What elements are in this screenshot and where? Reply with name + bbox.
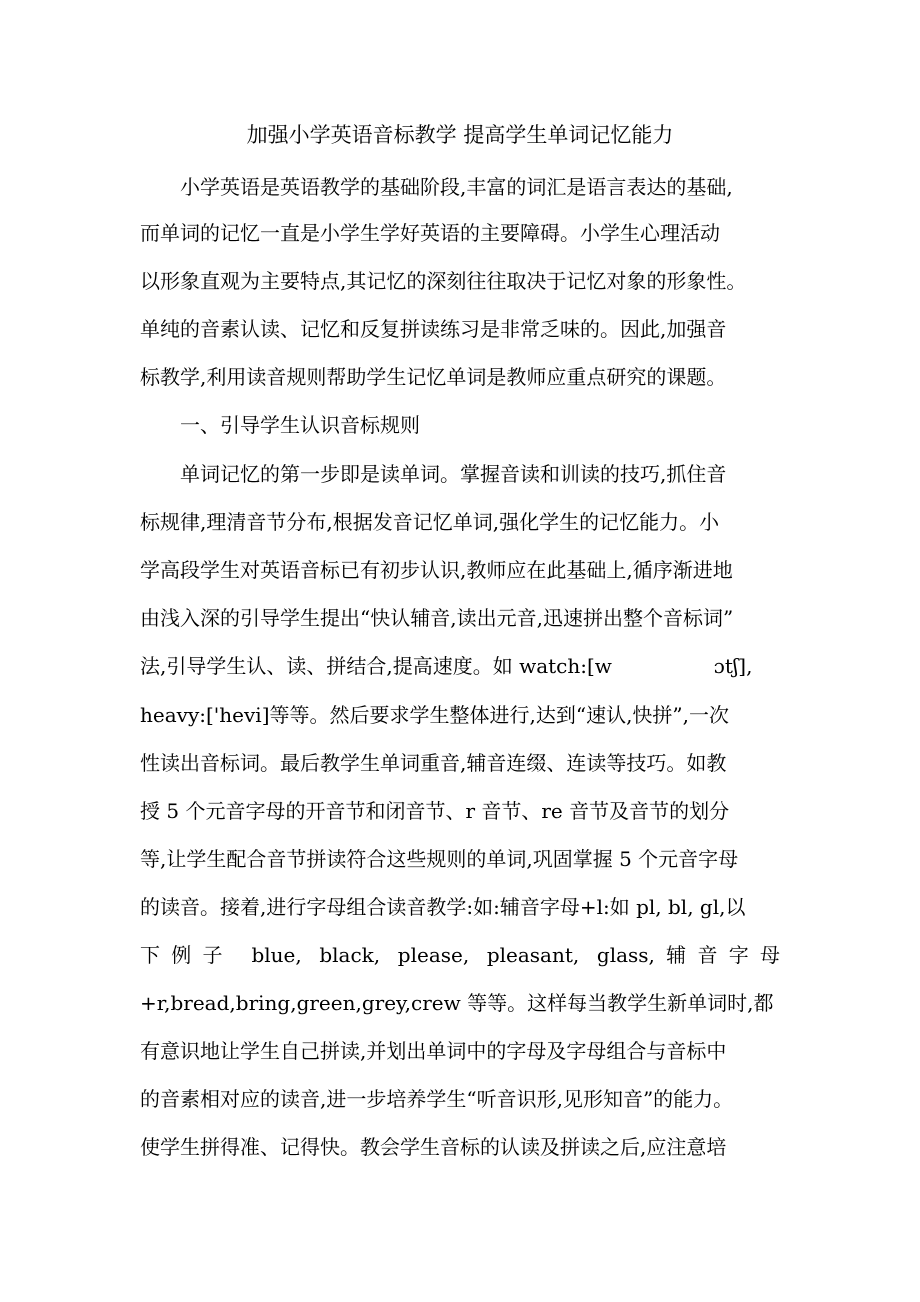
paragraph-line: 有意识地让学生自己拼读,并划出单词中的字母及字母组合与音标中 [140, 1039, 727, 1063]
paragraph-line: 法,引导学生认、读、拼结合,提高速度。如 watch:[w ɔtʃ], [140, 654, 753, 678]
paragraph-line: 的音素相对应的读音,进一步培养学生“听音识形,见形知音”的能力。 [140, 1087, 734, 1111]
paragraph-line: 而单词的记忆一直是小学生学好英语的主要障碍。小学生心理活动 [140, 221, 720, 245]
paragraph-line: 使学生拼得准、记得快。教会学生音标的认读及拼读之后,应注意培 [140, 1135, 727, 1159]
paragraph-line: 标教学,利用读音规则帮助学生记忆单词是教师应重点研究的课题。 [140, 365, 727, 389]
paragraph-line: 下例子 blue, black, please, pleasant, glass,辅音字母 [140, 943, 780, 967]
section-heading: 一、引导学生认识音标规则 [180, 413, 420, 437]
paragraph-line: 小学英语是英语教学的基础阶段,丰富的词汇是语言表达的基础, [180, 175, 733, 199]
paragraph-line: 的读音。接着,进行字母组合读音教学:如:辅音字母+l:如 pl, bl, gl,以 [140, 895, 746, 919]
paragraph-line: 授 5 个元音字母的开音节和闭音节、r 音节、re 音节及音节的划分 [140, 799, 730, 823]
paragraph-line: 标规律,理清音节分布,根据发音记忆单词,强化学生的记忆能力。小 [140, 510, 720, 534]
paragraph-line: 单词记忆的第一步即是读单词。掌握音读和训读的技巧,抓住音 [180, 462, 727, 486]
paragraph-line: 性读出音标词。最后教学生单词重音,辅音连缀、连读等技巧。如教 [140, 751, 727, 775]
paragraph-line: 由浅入深的引导学生提出“快认辅音,读出元音,迅速拼出整个音标词” [140, 606, 734, 630]
paragraph-line: 单纯的音素认读、记忆和反复拼读练习是非常乏味的。因此,加强音 [140, 317, 727, 341]
paragraph-line: 以形象直观为主要特点,其记忆的深刻往往取决于记忆对象的形象性。 [140, 269, 747, 293]
paragraph-line: 学高段学生对英语音标已有初步认识,教师应在此基础上,循序渐进地 [140, 558, 733, 582]
paragraph-line: heavy:['hevi]等等。然后要求学生整体进行,达到“速认,快拼”,一次 [140, 703, 730, 727]
paragraph-line: 等,让学生配合音节拼读符合这些规则的单词,巩固掌握 5 个元音字母 [140, 847, 739, 871]
document-title: 加强小学英语音标教学 提高学生单词记忆能力 [246, 123, 674, 147]
paragraph-line: +r,bread,bring,green,grey,crew 等等。这样每当教学生新单词时,都 [140, 991, 774, 1015]
